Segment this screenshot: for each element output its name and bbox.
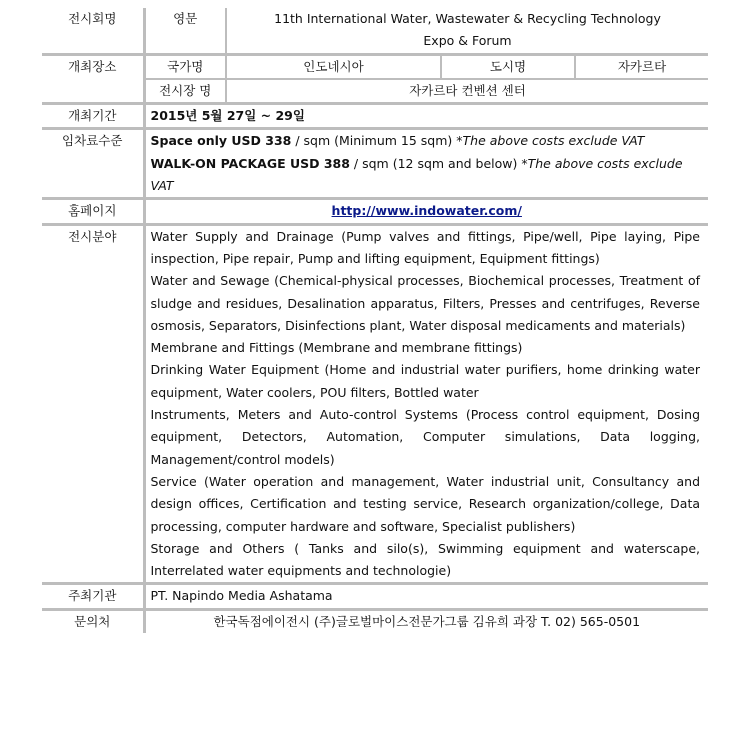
fee-label: 임차료수준 [42, 129, 144, 199]
row-period [42, 104, 708, 129]
field-item: Water and Sewage (Chemical-physical processes, Biochemical processes, Treatment of sludge and residues, Desalination apparatus, Filters, Presses and centrifuges, Reverse osmosis, Separators, Disinfections plant, Water disposal medicaments and materials) [150, 273, 701, 333]
fee-space-only-price: Space only USD 338 [150, 133, 292, 149]
fee-value [144, 129, 708, 199]
country-label: 국가명 [144, 54, 226, 79]
field-item: Membrane and Fittings (Membrane and membrane fittings) [150, 340, 523, 356]
hall-label: 전시장 명 [144, 79, 226, 104]
organizer-value: PT. Napindo Media Ashatama [144, 584, 708, 609]
contact-label: 문의처 [42, 609, 144, 633]
field-item: Water Supply and Drainage (Pump valves and fittings, Pipe/well, Pipe laying, Pipe inspection, Pipe repair, Pump and lifting equipment, Equipment fittings) [150, 228, 701, 266]
period-label: 개최기간 [42, 104, 144, 129]
field-item: Service (Water operation and management, Water industrial unit, Consultancy and design offices, Certification and testing service, Research organization/college, Data processing, computer hardware and software, Specialist publishers) [150, 473, 701, 534]
row-homepage [42, 199, 708, 224]
city-label: 도시명 [441, 54, 575, 79]
city-value: 자카르타 [575, 54, 708, 79]
row-fee [42, 129, 708, 199]
field-item: Storage and Others ( Tanks and silo(s), Swimming equipment and waterscape, Interrelated water equipments and technologie) [150, 540, 701, 579]
fee-line-walk-on [151, 153, 704, 198]
homepage-value [144, 199, 708, 224]
country-value: 인도네시아 [226, 54, 441, 79]
fee-space-only-note: *The above costs exclude VAT [456, 133, 645, 149]
fee-line-space-only [151, 130, 704, 152]
row-venue-country [42, 54, 708, 79]
fee-walk-on-note: *The above costs exclude VAT [150, 155, 683, 194]
field-item: Instruments, Meters and Auto-control Systems (Process control equipment, Dosing equipment, Detectors, Automation, Computer simulations, Data logging, Management/control models) [150, 407, 701, 467]
organizer-label: 주최기관 [42, 584, 144, 609]
exhibition-name-label: 전시회명 [42, 8, 144, 54]
exhibition-name-value [226, 8, 708, 54]
exhibition-name-line1: 11th International Water, Wastewater & Recycling Technology [274, 11, 661, 26]
row-contact [42, 609, 708, 633]
contact-value: 한국독점에이전시 (주)글로벌마이스전문가그룹 김유희 과장 T. 02) 565-0501 [213, 613, 641, 629]
field-item: Drinking Water Equipment (Home and industrial water purifiers, home drinking water equipment, Water coolers, POU filters, Bottled water [150, 362, 701, 400]
period-value: 2015년 5월 27일 ~ 29일 [144, 104, 708, 129]
row-fields [42, 224, 708, 584]
homepage-label: 홈페이지 [42, 199, 144, 224]
venue-label: 개최장소 [42, 54, 144, 104]
homepage-link[interactable]: http://www.indowater.com/ [331, 203, 522, 219]
english-label: 영문 [144, 8, 226, 54]
fee-space-only-detail: / sqm (Minimum 15 sqm) [291, 133, 457, 149]
hall-value: 자카르타 컨벤션 센터 [226, 79, 708, 104]
fields-value [144, 224, 708, 584]
row-exhibition-name [42, 8, 708, 54]
exhibition-name-line2: Expo & Forum [423, 33, 512, 49]
exhibition-info-table [42, 8, 708, 633]
row-organizer [42, 584, 708, 609]
fee-walk-on-price: WALK-ON PACKAGE USD 388 [150, 155, 350, 171]
fields-label: 전시분야 [42, 224, 144, 584]
fee-walk-on-detail: / sqm (12 sqm and below) [349, 155, 522, 171]
